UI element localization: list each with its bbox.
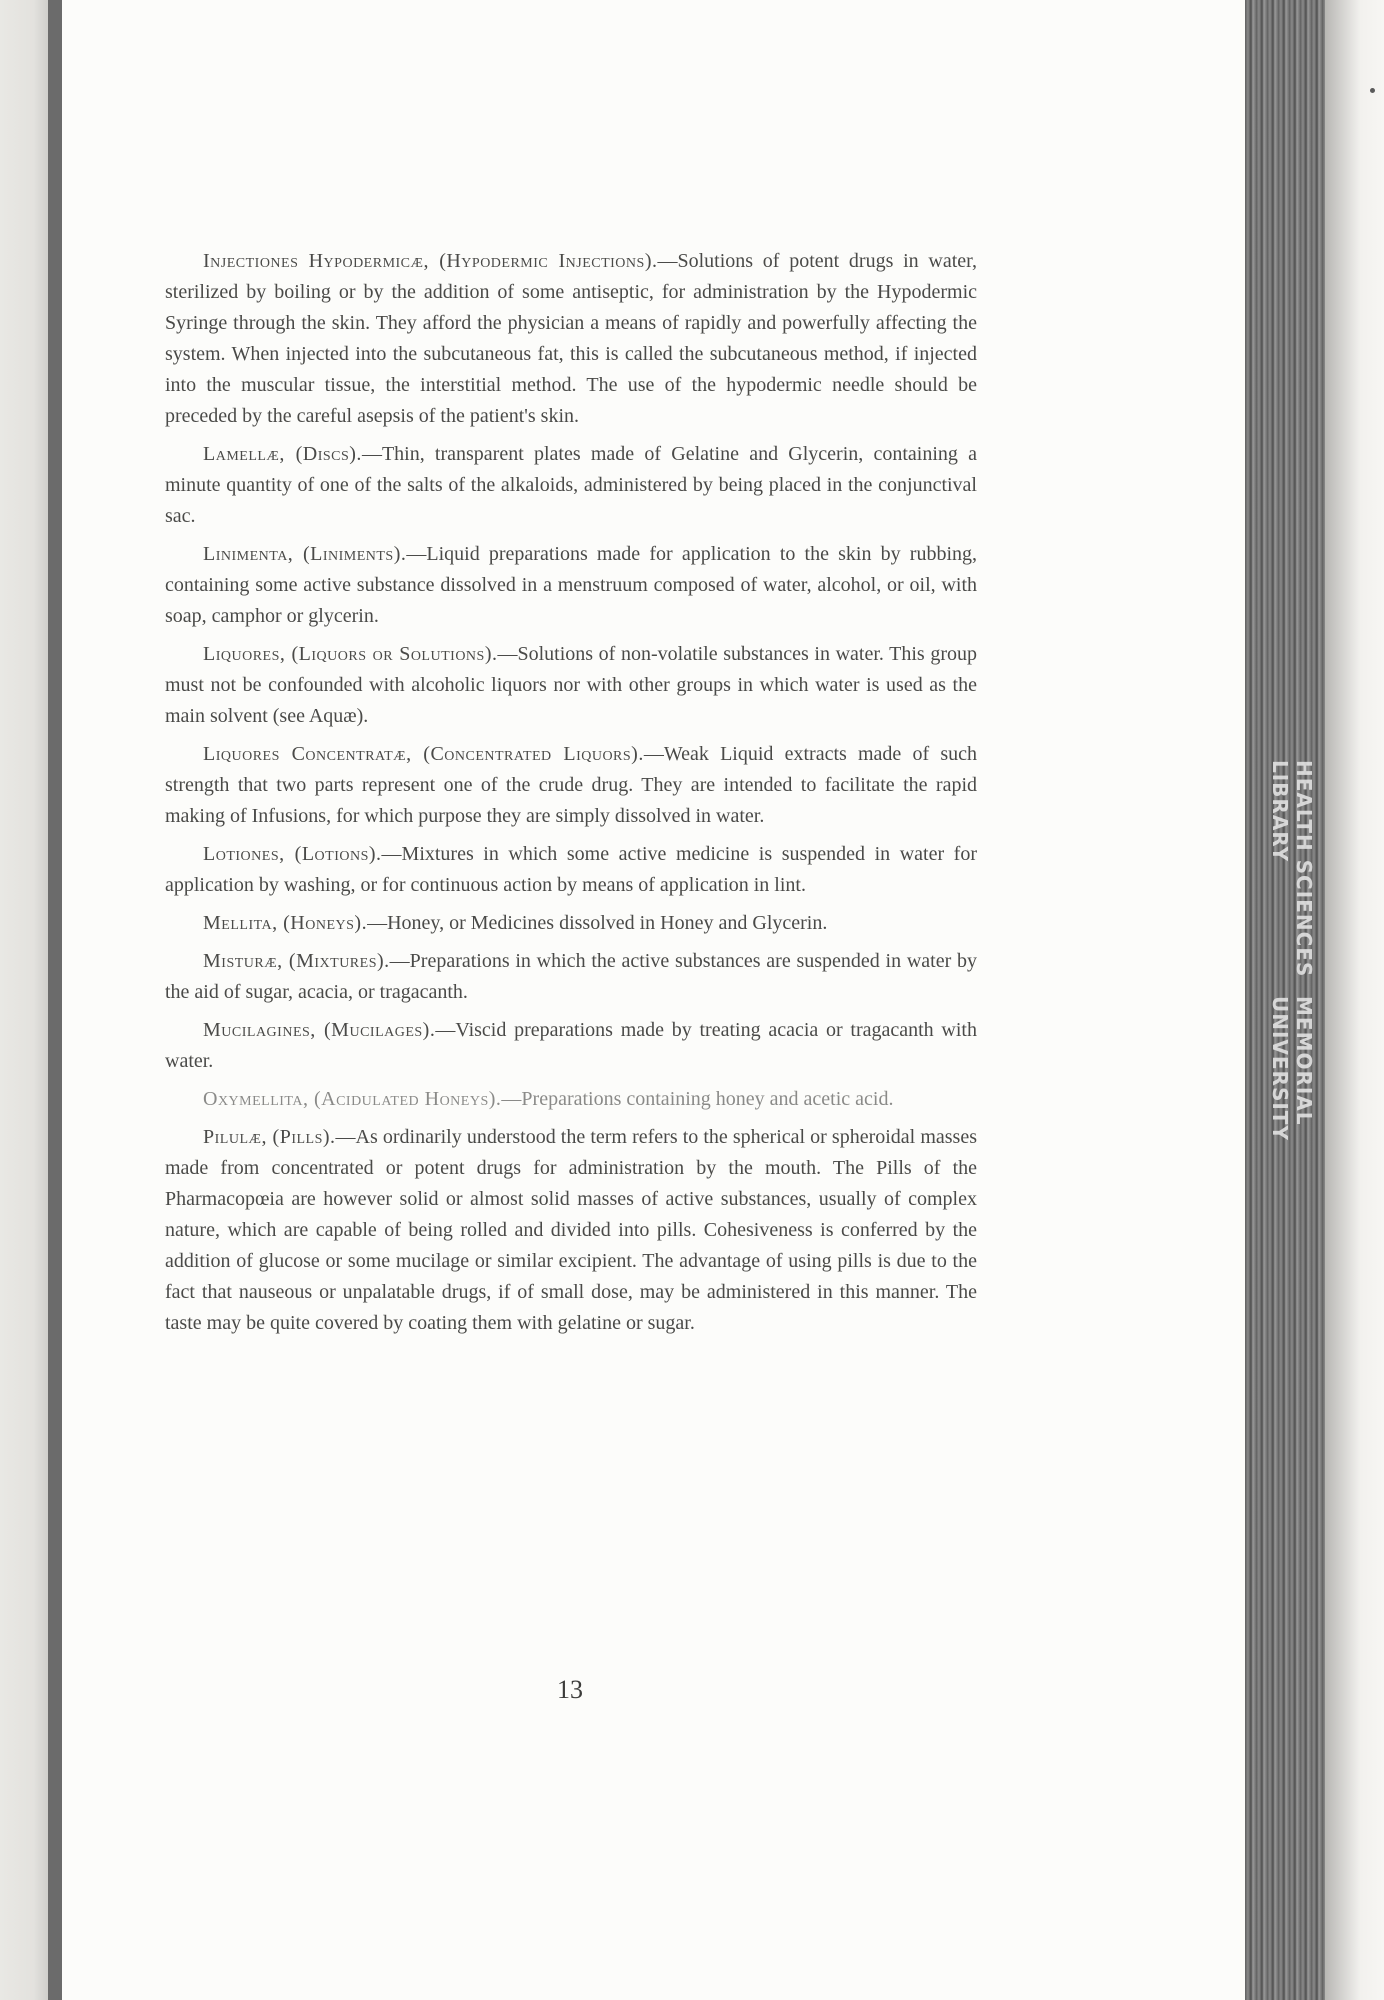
left-page-edge [0, 0, 48, 2000]
entry-heading: Mucilagines, (Mucilages). [203, 1019, 436, 1041]
paragraph-linimenta [165, 539, 977, 632]
spine-label-line-2: MEMORIAL UNIVERSITY [1268, 996, 1316, 1142]
entry-body: —Honey, or Medicines dissolved in Honey and Glycerin. [367, 912, 828, 934]
spine-edge-shadow [1325, 0, 1384, 2000]
spine-label-line-1: HEALTH SCIENCES LIBRARY [1268, 760, 1316, 978]
paragraph-mucilagines [165, 1015, 977, 1077]
entry-body: —As ordinarily understood the term refers to the spherical or spheroidal masses made from concentrated or potent drugs for administration by the mouth. The Pills of the Pharmacopœia are however solid or almost solid masses of active substances, usually of complex nature, which are capable of being rolled and divided into pills. Cohesiveness is conferred by the addition of glucose or some mucilage or similar excipient. The advantage of using pills is due to the fact that nauseous or unpalatable drugs, if of small dose, may be administered in this manner. The taste may be quite covered by coating them with gelatine or sugar. [165, 1126, 977, 1334]
entry-body: —Thin, transparent plates made of Gelatine and Glycerin, containing a minute quantity of one of the salts of the alkaloids, administered by being placed in the conjunctival sac. [165, 443, 977, 527]
entry-body: —Solutions of potent drugs in water, sterilized by boiling or by the addition of some antiseptic, for administration by the Hypodermic Syringe through the skin. They afford the physician a means of rapidly and powerfully affecting the system. When injected into the subcutaneous fat, this is called the subcutaneous method, if injected into the muscular tissue, the interstitial method. The use of the hypodermic needle should be preceded by the careful asepsis of the patient's skin. [165, 250, 977, 427]
entry-heading: Linimenta, (Liniments). [203, 543, 407, 565]
paragraph-mellita [165, 908, 977, 939]
entry-body: —Preparations in which the active substances are suspended in water by the aid of sugar, acacia, or tragacanth. [165, 950, 977, 1003]
entry-body: —Preparations containing honey and acetic acid. [501, 1088, 894, 1110]
entry-heading: Pilulæ, (Pills). [203, 1126, 336, 1148]
paragraph-injectiones [165, 246, 977, 432]
entry-body: —Weak Liquid extracts made of such strength that two parts represent one of the crude drug. They are intended to facilitate the rapid making of Infusions, for which purpose they are simply dissolved in water. [165, 743, 977, 827]
entry-body: —Liquid preparations made for application to the skin by rubbing, containing some active substance dissolved in a menstruum composed of water, alcohol, or oil, with soap, camphor or glycerin. [165, 543, 977, 627]
paragraph-oxymellita [165, 1084, 977, 1115]
spine-library-label [1262, 760, 1322, 1200]
left-binding-bar [48, 0, 62, 2000]
dust-speck [1370, 88, 1375, 93]
entry-heading: Lotiones, (Lotions). [203, 843, 382, 865]
paragraph-pilulae [165, 1122, 977, 1339]
entry-body: —Mixtures in which some active medicine is suspended in water for application by washing, or for continuous action by means of application in lint. [165, 843, 977, 896]
entry-heading: Lamellæ, (Discs). [203, 443, 362, 465]
body-text [165, 246, 977, 1346]
entry-body: —Viscid preparations made by treating acacia or tragacanth with water. [165, 1019, 977, 1072]
paragraph-misturae [165, 946, 977, 1008]
entry-body: —Solutions of non-volatile substances in water. This group must not be confounded with alcoholic liquors nor with other groups in which water is used as the main solvent (see Aquæ). [165, 643, 977, 727]
entry-heading: Injectiones Hypodermicæ, (Hypodermic Injections). [203, 250, 658, 272]
page-number: 13 [557, 1675, 583, 1704]
paragraph-liquores [165, 639, 977, 732]
entry-heading: Mellita, (Honeys). [203, 912, 368, 934]
paragraph-liquores-concentratae [165, 739, 977, 832]
entry-heading: Liquores Concentratæ, (Concentrated Liquors). [203, 743, 644, 765]
paragraph-lamellae [165, 439, 977, 532]
entry-heading: Oxymellita, (Acidulated Honeys). [203, 1088, 502, 1110]
paragraph-lotiones [165, 839, 977, 901]
entry-heading: Misturæ, (Mixtures). [203, 950, 390, 972]
entry-heading: Liquores, (Liquors or Solutions). [203, 643, 498, 665]
